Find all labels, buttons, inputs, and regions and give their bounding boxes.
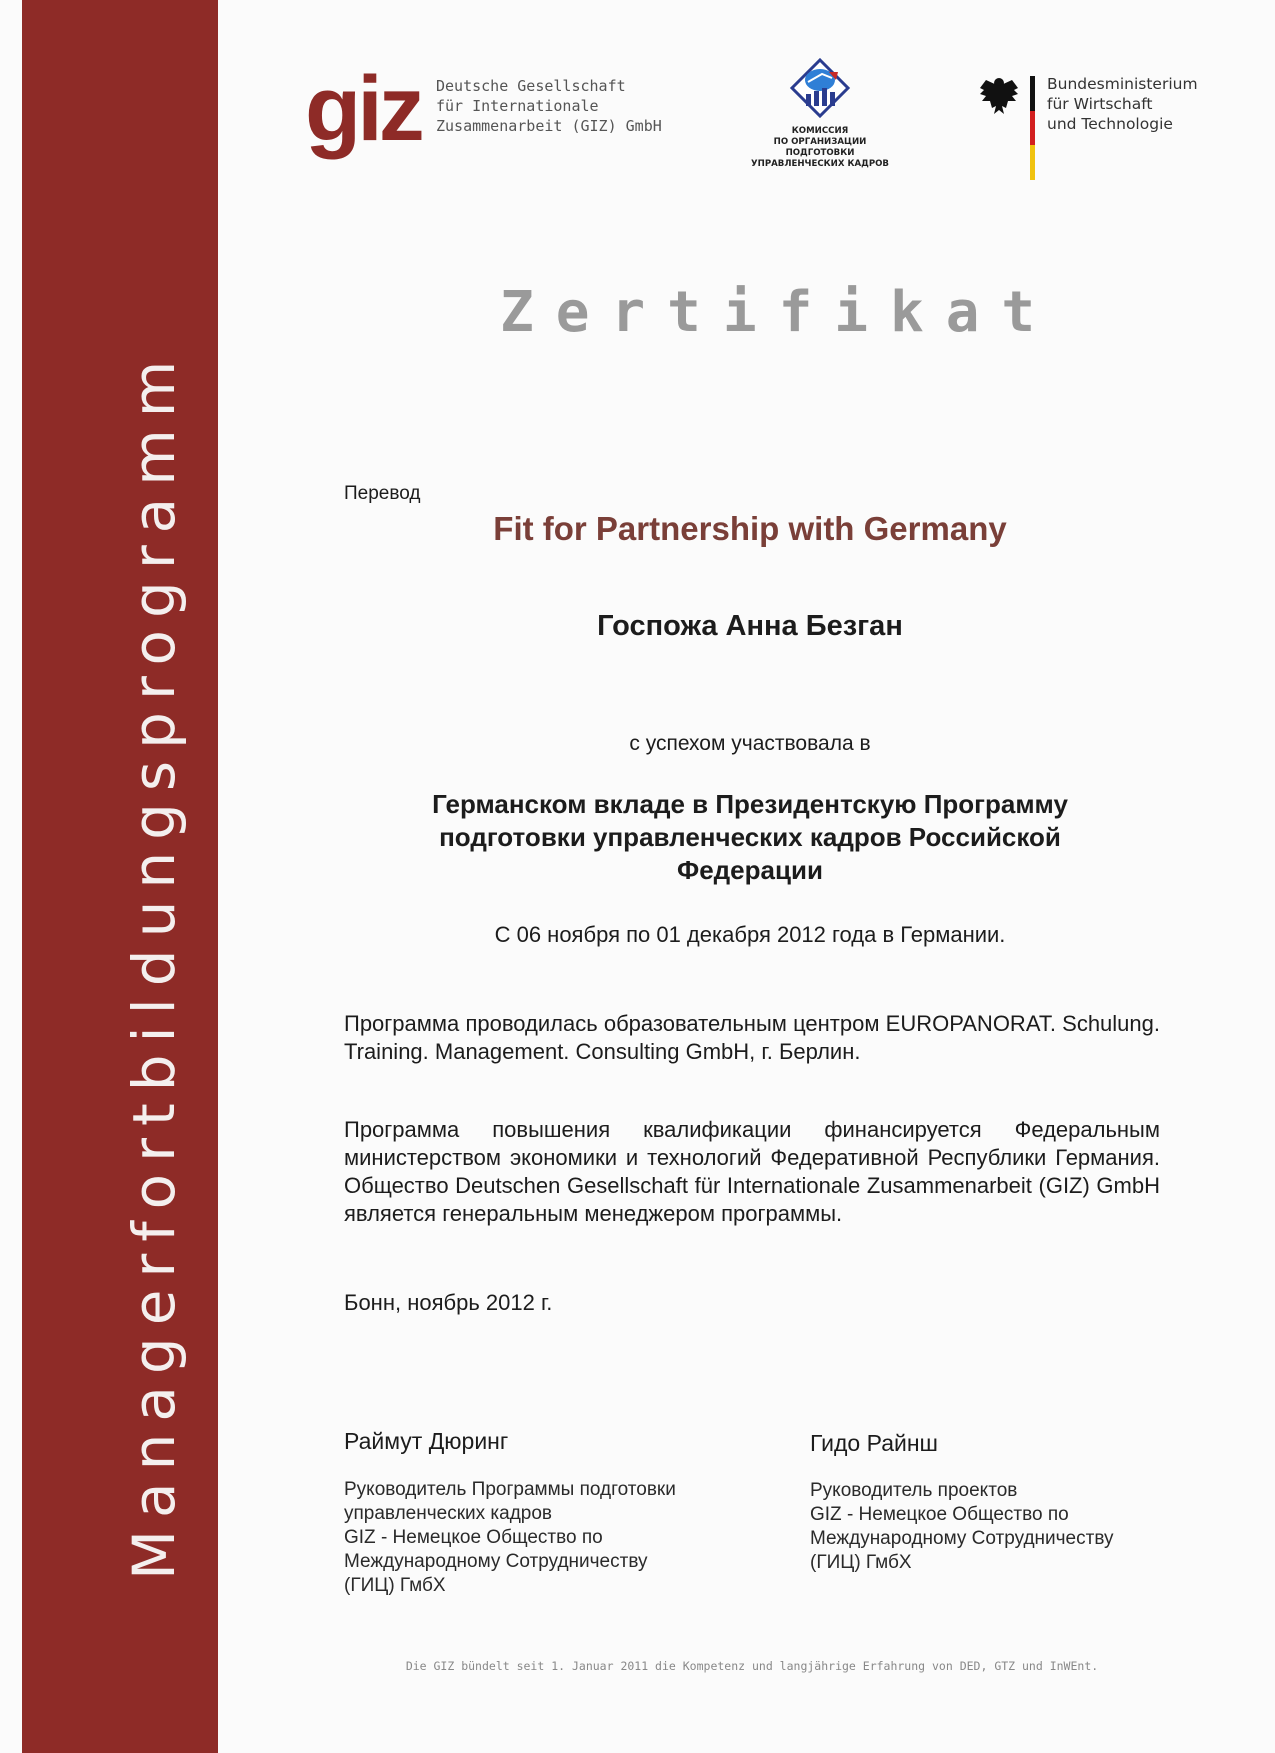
certificate-title: Zertifikat — [500, 280, 1058, 345]
giz-name-line: Zusammenarbeit (GIZ) GmbH — [436, 117, 662, 135]
signatory-left-role — [344, 1478, 676, 1598]
german-flag-stripe — [1030, 76, 1035, 180]
funding-paragraph: Программа повышения квалификации финансируется Федеральным министерством экономики и технологий Федеративной Республики Германия. Общество Deutschen Gesellschaft für Internationale Zusammenarbeit (GIZ) GmbH является генеральным менеджером программы. — [344, 1117, 1160, 1226]
role-line: Международному Сотрудничеству — [344, 1551, 648, 1572]
giz-logo: giz — [305, 58, 421, 160]
commission-logo-block — [735, 58, 905, 170]
signatory-right-role — [810, 1479, 1114, 1575]
ministry-name-line: für Wirtschaft — [1047, 95, 1153, 113]
place-and-date: Бонн, ноябрь 2012 г. — [344, 1290, 553, 1315]
role-line: GIZ - Немецкое Общество по — [344, 1527, 603, 1548]
signatory-right-name: Гидо Райнш — [810, 1430, 938, 1456]
giz-name-block — [436, 76, 676, 136]
organizer-paragraph: Программа проводилась образовательным центром EUROPANORAT. Schulung. Training. Management. Consulting GmbH, г. Берлин. — [344, 1011, 1160, 1064]
flag-red — [1030, 111, 1035, 146]
programme-dates: С 06 ноября по 01 декабря 2012 года в Германии. — [494, 922, 1006, 947]
role-line: GIZ - Немецкое Общество по — [810, 1504, 1069, 1525]
flag-gold — [1030, 145, 1035, 180]
commission-name-line: ПОДГОТОВКИ — [785, 148, 855, 158]
commission-name — [735, 126, 905, 170]
signatory-left-name: Раймут Дюринг — [344, 1428, 509, 1454]
flag-black — [1030, 76, 1035, 111]
participation-statement: с успехом участвовала в — [629, 732, 871, 755]
programme-title-line: Германском вкладе в Президентскую Программу — [432, 789, 1068, 819]
giz-name-line: Deutsche Gesellschaft — [436, 77, 626, 95]
commission-name-line: КОМИССИЯ — [791, 126, 849, 136]
commission-name-line: ПО ОРГАНИЗАЦИИ — [773, 137, 867, 147]
role-line: Международному Сотрудничеству — [810, 1528, 1114, 1549]
commission-name-line: УПРАВЛЕНЧЕСКИХ КАДРОВ — [751, 159, 889, 169]
giz-name-line: für Internationale — [436, 97, 599, 115]
program-name: Fit for Partnership with Germany — [493, 510, 1007, 547]
recipient-name: Госпожа Анна Безган — [597, 610, 903, 642]
role-line: (ГИЦ) ГмбХ — [344, 1575, 446, 1596]
programme-title — [344, 788, 1156, 887]
role-line: управленческих кадров — [344, 1503, 553, 1524]
footer-note: Die GIZ bündelt seit 1. Januar 2011 die Kompetenz und langjährige Erfahrung von DED, GTZ und InWEnt. — [405, 1659, 1099, 1673]
translation-label: Перевод — [344, 483, 421, 504]
role-line: (ГИЦ) ГмбХ — [810, 1552, 912, 1573]
ministry-name-block — [1047, 74, 1247, 134]
sidebar-vertical-text: Managerfortbildungsprogramm — [120, 348, 188, 1580]
programme-title-line: подготовки управленческих кадров Российской — [439, 822, 1061, 852]
federal-eagle-icon — [978, 74, 1020, 118]
role-line: Руководитель проектов — [810, 1480, 1018, 1501]
commission-emblem-icon — [788, 58, 852, 118]
role-line: Руководитель Программы подготовки — [344, 1479, 676, 1500]
ministry-name-line: und Technologie — [1047, 115, 1173, 133]
ministry-name-line: Bundesministerium — [1047, 75, 1198, 93]
programme-title-line: Федерации — [677, 855, 823, 885]
